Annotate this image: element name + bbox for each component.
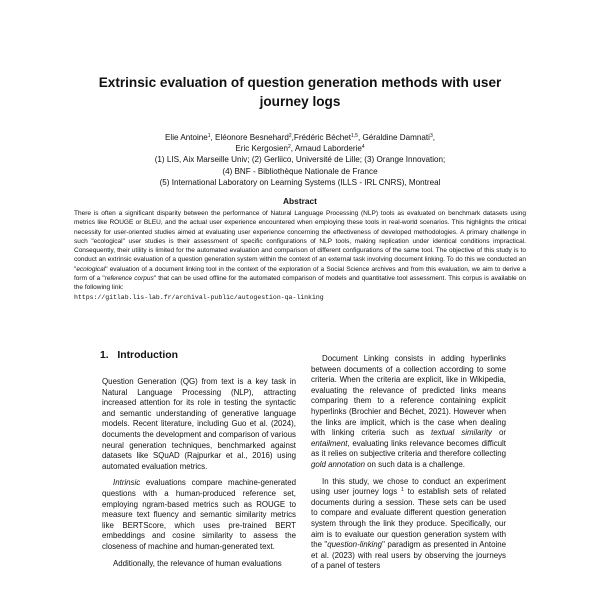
affiliation-line: (5) International Laboratory on Learning Systems (ILLS - IRL CNRS), Montreal <box>159 177 441 187</box>
author-sup: 2 <box>288 133 292 139</box>
author-name: , Arnaud Laborderie <box>290 144 362 154</box>
paragraph-text: " paradigm as presented in Antoine et al. (2023) with real users by observing the journeys of a panel of testers <box>311 540 506 571</box>
author-name: ,Frédéric Béchet <box>291 133 352 142</box>
right-column <box>311 354 506 578</box>
section-title: Introduction <box>117 350 178 361</box>
author-sup: 1,5 <box>351 133 358 139</box>
affiliation-line: (4) BNF - Bibliothèque Nationale de France <box>222 166 378 176</box>
emphasis: gold annotation <box>311 459 365 469</box>
author-sup: 1 <box>207 133 211 139</box>
paragraph: Additionally, the relevance of human evaluations <box>113 558 282 568</box>
abstract-text: " that can be used offline for the automated comparison of models and quantitative tool assessment. This corpus is available on the following link: <box>74 275 526 292</box>
paragraph: Question Generation (QG) from text is a key task in Natural Language Processing (NLP), attracting increased attention for its role in testing the syntactic and semantic understanding of generative language models. Recent literature, including Guo et al. (2024), documents the development and comparison of various neural generation techniques, benchmarked against datasets like SQuAD (Rajpurkar et al., 2016) using automated evaluation metrics. <box>102 377 296 471</box>
affiliation-line: (1) LIS, Aix Marseille Univ; (2) Gerliico, Université de Lille; (3) Orange Innovation; <box>154 155 446 165</box>
paragraph-text: Document Linking consists in adding hyperlinks between documents of a collection according to some criteria. When the criteria are explicit, like in Wikipedia, evaluating the relevance of predicted links means comparing them to a reference containing explicit hyperlinks (Brochier and Béchet, 2021). However when the links are implicit, which is the case when dealing with linking criteria such as <box>311 354 506 438</box>
paragraph-text: or <box>491 428 506 438</box>
section-number: 1. <box>100 350 109 361</box>
paragraph-text: evaluations compare machine-generated questions with a human-produced reference set, employing ngram-based metrics such as ROUGE to measure text fluency and semantic similarity metrics like BERTScore, which uses pre-trained BERT embeddings and cosine similarity to assess the closeness of machine and human-generated text. <box>102 478 296 551</box>
emphasis: entailment <box>311 438 348 448</box>
author-sup: 4 <box>361 144 365 151</box>
author-name: , Eléonore Besnehard <box>210 133 289 142</box>
abstract-heading: Abstract <box>283 196 317 206</box>
paper-title <box>90 73 510 111</box>
abstract-text: " evaluation of a document linking tool in the context of the exploration of a Social Science archives and from this evaluation, we aim to derive a form of a " <box>74 265 526 283</box>
emphasis: textual similarity <box>431 428 492 438</box>
paragraph-text: on such data is a challenge. <box>364 459 465 469</box>
abstract-emphasis: reference corpus <box>104 275 154 283</box>
left-column <box>102 377 296 575</box>
title-line-1: Extrinsic evaluation of question generation methods with user <box>98 75 502 90</box>
author-line-2 <box>90 143 510 154</box>
emphasis: Intrinsic <box>113 478 141 488</box>
paragraph-text: to establish sets of related documents during a session. These sets can be used to compare and evaluate different question generation system through the link they produce. Specifically, our aim is to evaluate our question generation system with the " <box>311 487 506 550</box>
author-sup: 2 <box>287 144 291 151</box>
abstract-emphasis: ecological <box>76 265 106 273</box>
author-separator: , <box>432 133 435 142</box>
section-heading <box>100 350 300 361</box>
footnote-marker[interactable]: 1 <box>401 487 404 494</box>
paragraph-text: , evaluating links relevance becomes difficult as it relies on subjective criteria and therefore collecting <box>311 438 506 459</box>
emphasis: question-linking <box>327 540 383 550</box>
title-line-2: journey logs <box>259 94 341 109</box>
paragraph <box>102 478 296 552</box>
paragraph <box>311 354 506 471</box>
paragraph <box>311 477 506 572</box>
abstract-body <box>74 209 526 302</box>
author-name: Elie Antoine <box>165 133 208 142</box>
author-name: , Géraldine Damnati <box>357 133 430 142</box>
paragraph-text: In this study, we chose to conduct an experiment using user journey logs <box>311 476 506 497</box>
author-sup: 3 <box>429 133 433 139</box>
author-line-1 <box>90 132 510 143</box>
author-name: Eric Kergosien <box>235 144 288 154</box>
author-block <box>90 132 510 188</box>
corpus-link[interactable]: https://gitlab.lis-lab.fr/archival-public/autogestion-qa-linking <box>74 293 324 301</box>
abstract-text: There is often a significant disparity between the performance of Natural Language Processing (NLP) tools as evaluated on benchmark datasets using metrics like ROUGE or BLEU, and the actual user experience encountered when employing these tools in real-world scenarios. This highlights the critical necessity for user-oriented studies aimed at evaluating user experience concerning the effectiveness of developed methodologies. A primary challenge in such "ecological" user studies is their assessment of specific configurations of NLP tools, making replication under identical conditions impractical. Consequently, their utility is limited for the automated evaluation and comparison of different configurations of the same tool. The objective of this study is to conduct an extrinsic evaluation of a question generation system within the context of an external task involving document linking. To do this we conducted an " <box>74 210 526 273</box>
